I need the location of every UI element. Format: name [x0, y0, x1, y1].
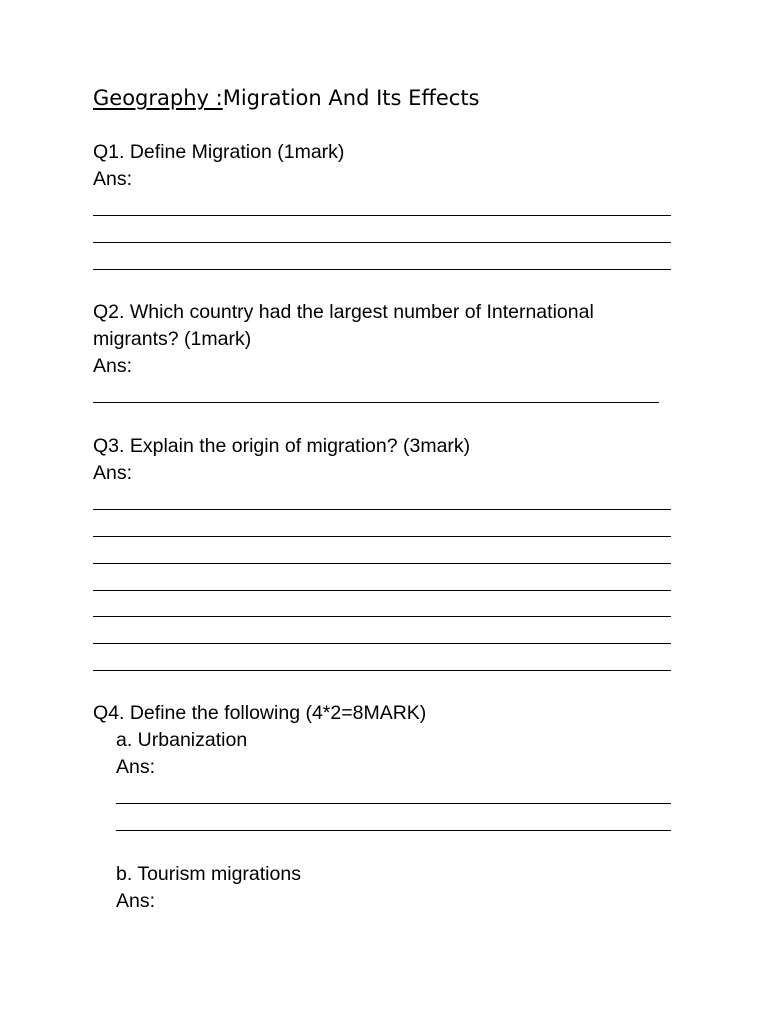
question-3-answer-line [93, 509, 671, 510]
question-2-line-1: Q2. Which country had the largest number of International [93, 301, 594, 323]
question-3-answer-line [93, 643, 671, 644]
question-4-part-a-answer-line [116, 803, 671, 804]
question-1: Q1. Define Migration (1mark) [93, 141, 345, 163]
question-1-answer-line [93, 269, 671, 270]
question-4-part-a-answer-line [116, 830, 671, 831]
question-4-part-b-answer-label: Ans: [116, 890, 156, 912]
question-3-answer-label: Ans: [93, 462, 133, 484]
question-1-answer-line [93, 242, 671, 243]
title-topic: Migration And Its Effects [222, 86, 480, 110]
question-4-part-a-answer-label: Ans: [116, 756, 156, 778]
question-3-answer-line [93, 590, 671, 591]
question-4-part-a: a. Urbanization [116, 729, 248, 751]
question-1-answer-label: Ans: [93, 168, 133, 190]
question-3: Q3. Explain the origin of migration? (3mark) [93, 435, 471, 457]
question-3-answer-line [93, 563, 671, 564]
title-subject: Geography : [93, 86, 223, 110]
page-title [93, 86, 480, 110]
question-1-answer-line [93, 215, 671, 216]
question-4: Q4. Define the following (4*2=8MARK) [93, 702, 427, 724]
question-2-line-2: migrants? (1mark) [93, 328, 252, 350]
question-3-answer-line [93, 536, 671, 537]
question-3-answer-line [93, 670, 671, 671]
question-4-part-b: b. Tourism migrations [116, 863, 301, 885]
question-2-answer-line [93, 402, 659, 403]
question-3-answer-line [93, 616, 671, 617]
question-2-answer-label: Ans: [93, 355, 133, 377]
